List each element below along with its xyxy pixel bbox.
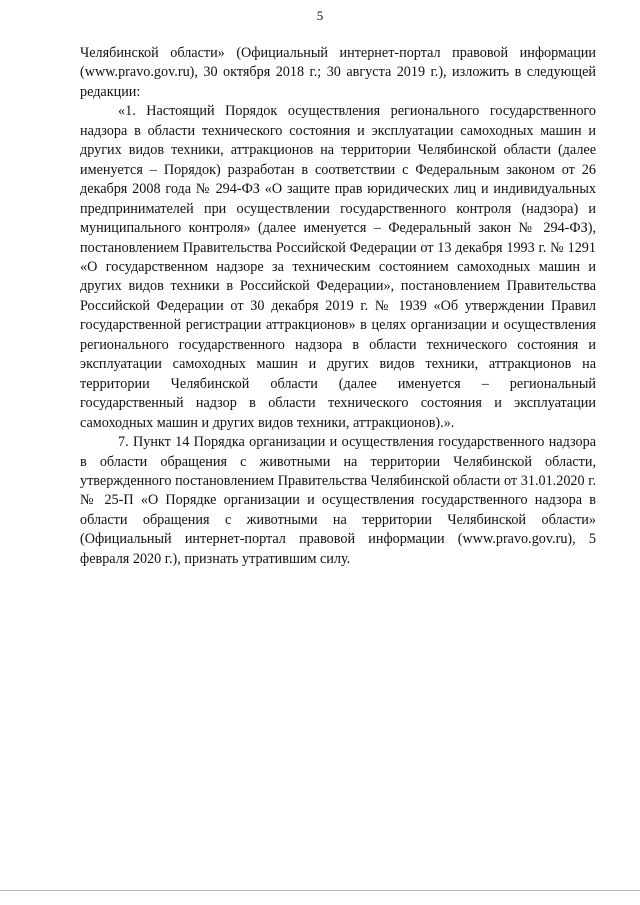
paragraph-continuation: Челябинской области» (Официальный интернет-портал правовой информации (www.pravo.gov.ru), 30 октября 2018 г.; 30 августа 2019 г.), изложить в следующей редакции: [80, 45, 596, 100]
page-number: 5 [316, 8, 324, 23]
paragraph-quoted-clause-1: «1. Настоящий Порядок осуществления регионального государственного надзора в области технического состояния и эксплуатации самоходных машин и других видов техники, аттракционов на территории Челябинской области (далее именуется – Порядок) разработан в соответствии с Федеральным законом от 26 декабря 2008 года № 294-ФЗ «О защите прав юридических лиц и индивидуальных предпринимателей при осуществлении государственного контроля (надзора) и муниципального контроля» (далее именуется – Федеральный закон № 294-ФЗ), постановлением Правительства Российской Федерации от 13 декабря 1993 г. № 1291 «О государственном надзоре за техническим состоянием самоходных машин и других видов техники в Российской Федерации», постановлением Правительства Российской Федерации от 30 декабря 2019 г. № 1939 «Об утверждении Правил государственной регистрации аттракционов» в целях организации и осуществления регионального государственного надзора в области технического состояния и эксплуатации самоходных машин и других видов техники, аттракционов на территории Челябинской области (далее именуется – региональный государственный надзор в области технического состояния и эксплуатации самоходных машин и других видов техники, аттракционов).». [80, 103, 596, 431]
paragraph-clause-7: 7. Пункт 14 Порядка организации и осуществления государственного надзора в области обращения с животными на территории Челябинской области, утвержденного постановлением Правительства Челябинской области от 31.01.2020 г. № 25-П «О Порядке организации и осуществления государственного надзора в области обращения с животными на территории Челябинской области» (Официальный интернет-портал правовой информации (www.pravo.gov.ru), 5 февраля 2020 г.), признать утратившим силу. [80, 434, 596, 567]
bottom-rule [0, 890, 640, 891]
document-body [80, 44, 596, 569]
